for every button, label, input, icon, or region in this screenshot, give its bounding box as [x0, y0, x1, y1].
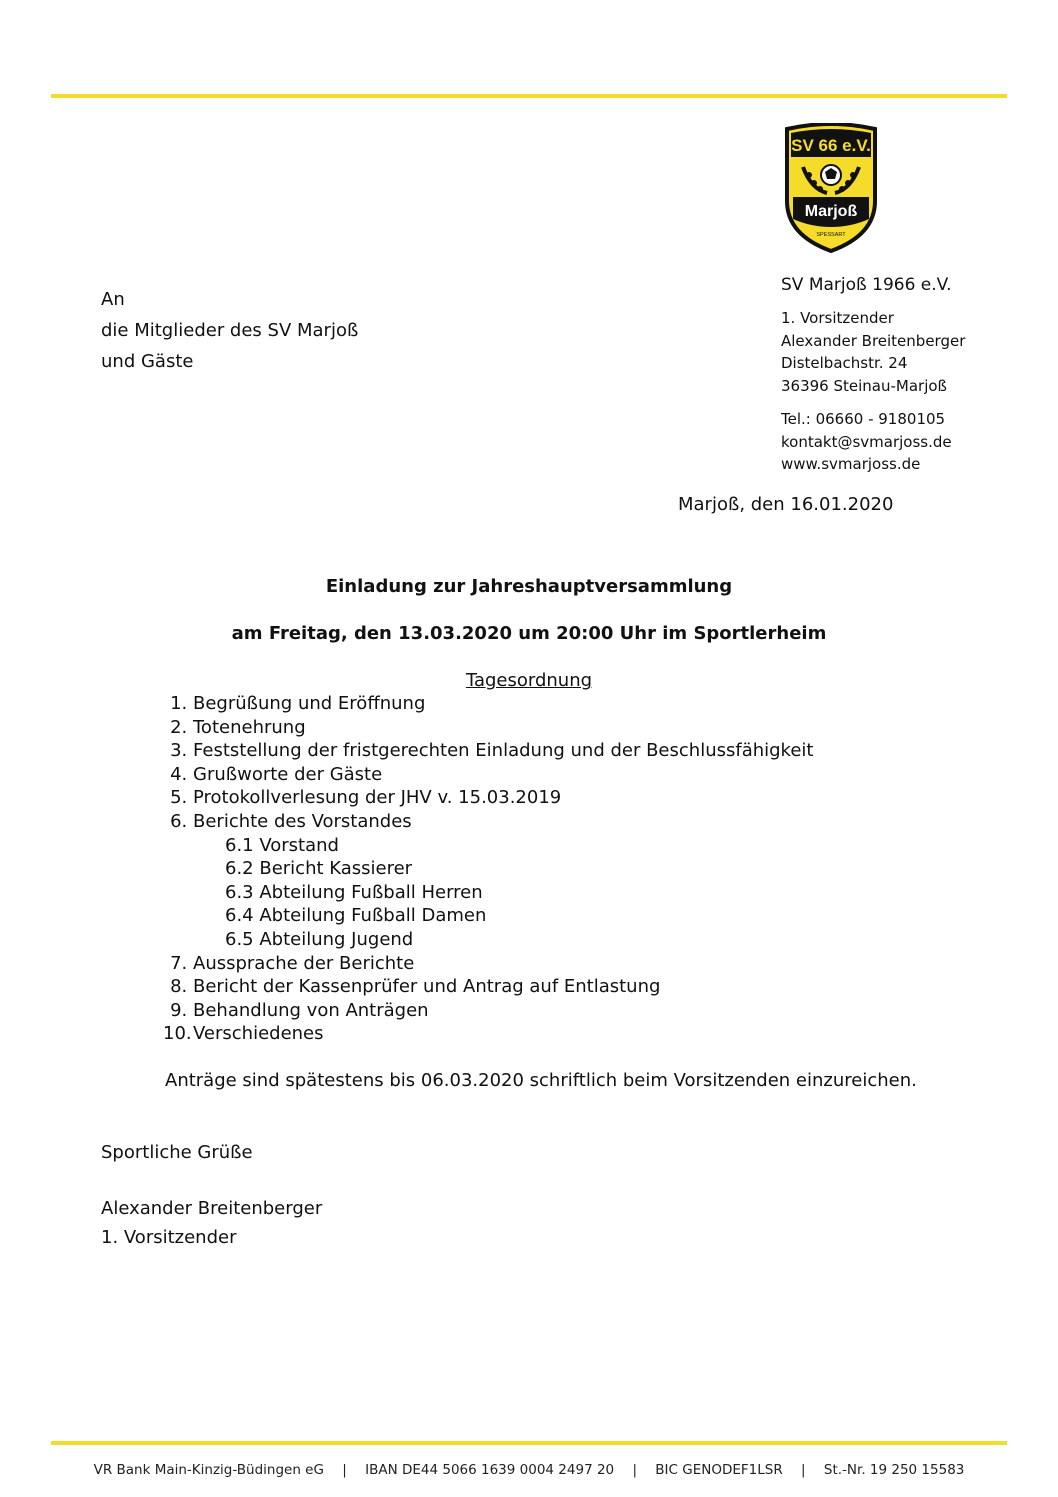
recipient-line: An [101, 289, 125, 310]
header-rule [51, 94, 1007, 98]
agenda-item-label: Begrüßung und Eröffnung [193, 693, 426, 714]
sender-block [781, 275, 1041, 476]
agenda-item-number [163, 928, 193, 952]
footer-tax-number: St.-Nr. 19 250 15583 [823, 1462, 965, 1478]
agenda-list [163, 692, 813, 1046]
sender-email: kontakt@svmarjoss.de [781, 432, 952, 451]
footer-bank: VR Bank Main-Kinzig-Büdingen eG [93, 1462, 324, 1478]
footer-bic: BIC GENODEF1LSR [655, 1462, 783, 1478]
agenda-item [163, 810, 813, 834]
agenda-heading: Tagesordnung [465, 670, 593, 691]
agenda-item-number: 8. [170, 976, 193, 998]
agenda-item-number: 7. [170, 952, 193, 974]
sender-city: 36396 Steinau-Marjoß [781, 376, 947, 395]
agenda-item [163, 999, 813, 1023]
recipient-line: die Mitglieder des SV Marjoß [101, 320, 359, 341]
agenda-item-number [163, 834, 193, 858]
agenda-item-number [163, 857, 193, 881]
agenda-item-label: Aussprache der Berichte [193, 952, 415, 974]
agenda-item [163, 952, 813, 976]
agenda-item [163, 692, 813, 716]
agenda-item [163, 739, 813, 763]
document-title: Einladung zur Jahreshauptversammlung [325, 576, 733, 597]
agenda-item-number: 6. [170, 810, 193, 832]
signature-name: Alexander Breitenberger [101, 1198, 323, 1219]
agenda-item-label: Berichte des Vorstandes [193, 810, 412, 832]
agenda-item-number: 4. [170, 763, 193, 785]
footer-bank-info [0, 1462, 1058, 1478]
agenda-item-label: Protokollverlesung der JHV v. 15.03.2019 [193, 787, 562, 809]
agenda-item [163, 716, 813, 740]
agenda-item [163, 857, 813, 881]
agenda-item-number [163, 904, 193, 928]
sender-street: Distelbachstr. 24 [781, 354, 908, 372]
agenda-item-label: Bericht der Kassenprüfer und Antrag auf Entlastung [193, 976, 661, 998]
footer-separator: | [342, 1462, 347, 1478]
sender-club-name: SV Marjoß 1966 e.V. [781, 275, 952, 295]
agenda-item-number: 10. [163, 1023, 198, 1045]
agenda-item [163, 1022, 813, 1046]
agenda-item [163, 881, 813, 905]
agenda-item [163, 928, 813, 952]
agenda-item-number: 5. [170, 787, 193, 809]
agenda-item-label: Behandlung von Anträgen [193, 999, 429, 1021]
footer-separator: | [632, 1462, 637, 1478]
agenda-item-label: 6.4 Abteilung Fußball Damen [225, 905, 487, 927]
agenda-item-label: 6.2 Bericht Kassierer [225, 858, 413, 880]
sender-phone: Tel.: 06660 - 9180105 [781, 410, 946, 428]
signature-role: 1. Vorsitzender [101, 1227, 237, 1248]
footer-rule [51, 1441, 1007, 1445]
club-crest-logo [781, 123, 881, 253]
recipient-address [101, 284, 358, 377]
agenda-item-number [163, 881, 193, 905]
agenda-item-label: 6.5 Abteilung Jugend [225, 928, 414, 950]
agenda-item [163, 786, 813, 810]
sender-role: 1. Vorsitzender [781, 309, 894, 327]
date-line: Marjoß, den 16.01.2020 [678, 494, 894, 515]
agenda-item [163, 834, 813, 858]
deadline-note: Anträge sind spätestens bis 06.03.2020 schriftlich beim Vorsitzenden einzureichen. [165, 1070, 917, 1091]
agenda-item-number: 9. [170, 999, 193, 1021]
agenda-item-label: 6.1 Vorstand [225, 834, 339, 856]
agenda-item-label: Verschiedenes [193, 1023, 324, 1045]
recipient-line: und Gäste [101, 351, 194, 372]
agenda-item-label: Feststellung der fristgerechten Einladung und der Beschlussfähigkeit [193, 740, 814, 762]
footer-iban: IBAN DE44 5066 1639 0004 2497 20 [365, 1462, 615, 1478]
svg-text:Marjoß: Marjoß [804, 203, 858, 220]
agenda-item-label: Grußworte der Gäste [193, 763, 383, 785]
sender-name: Alexander Breitenberger [781, 331, 966, 350]
agenda-item-label: Totenehrung [193, 716, 306, 738]
closing-greeting: Sportliche Grüße [101, 1142, 253, 1163]
agenda-item-number: 1. [170, 693, 193, 714]
svg-text:SV 66 e.V.: SV 66 e.V. [791, 136, 871, 155]
agenda-item-label: 6.3 Abteilung Fußball Herren [225, 881, 483, 903]
svg-text:SPESSART: SPESSART [816, 232, 846, 238]
agenda-item-number: 3. [170, 740, 193, 762]
sender-website: www.svmarjoss.de [781, 455, 921, 473]
agenda-item [163, 904, 813, 928]
agenda-item-number: 2. [170, 716, 193, 738]
document-subtitle: am Freitag, den 13.03.2020 um 20:00 Uhr im Sportlerheim [231, 623, 827, 644]
footer-separator: | [801, 1462, 806, 1478]
agenda-item [163, 975, 813, 999]
agenda-item [163, 763, 813, 787]
